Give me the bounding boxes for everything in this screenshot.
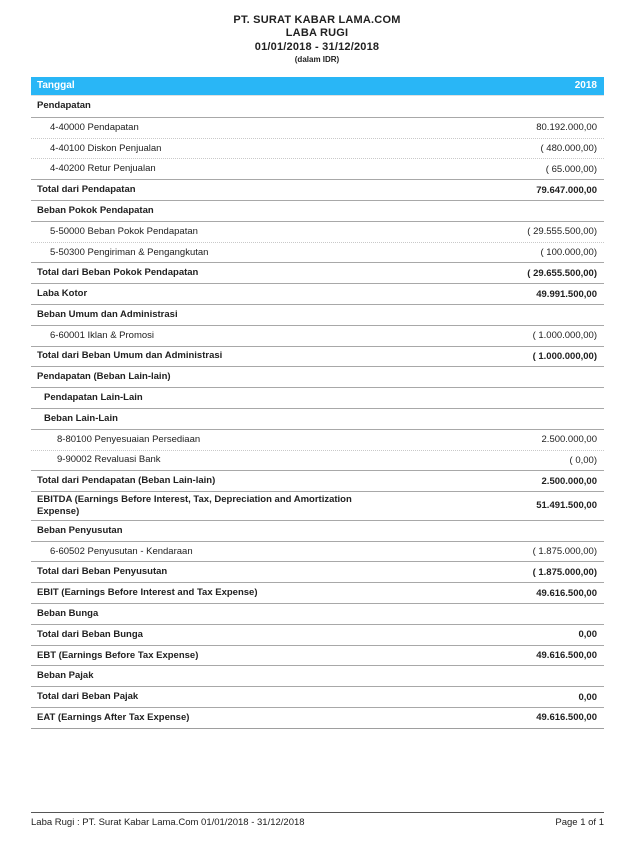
row-value: ( 29.655.500,00) (527, 267, 597, 279)
table-row (31, 158, 604, 179)
table-row (31, 221, 604, 242)
row-label: Total dari Beban Bunga (37, 628, 143, 640)
row-value: 49.616.500,00 (536, 587, 597, 599)
footer-report-info: Laba Rugi : PT. Surat Kabar Lama.Com 01/01/2018 - 31/12/2018 (31, 817, 305, 828)
row-label: Beban Bunga (37, 608, 99, 619)
table-row (31, 262, 604, 283)
table-row (31, 325, 604, 346)
row-label: 6-60502 Penyusutan - Kendaraan (50, 545, 193, 557)
column-header-tanggal: Tanggal (37, 80, 75, 92)
row-value: ( 100.000,00) (540, 246, 597, 258)
row-value: ( 1.000.000,00) (532, 350, 597, 362)
row-label: 5-50000 Beban Pokok Pendapatan (50, 225, 198, 237)
row-label: EAT (Earnings After Tax Expense) (37, 711, 190, 723)
table-row (31, 138, 604, 159)
row-value: ( 1.000.000,00) (532, 330, 597, 342)
report-table-body (31, 96, 604, 728)
table-row (31, 707, 604, 728)
report-title: LABA RUGI (285, 27, 349, 40)
row-label: Total dari Pendapatan (Beban Lain-lain) (37, 475, 216, 487)
row-label: 4-40100 Diskon Penjualan (50, 142, 162, 154)
page-footer (31, 812, 604, 828)
row-value: ( 1.875.000,00) (532, 546, 597, 558)
table-row (31, 491, 604, 520)
row-value: 80.192.000,00 (536, 122, 597, 134)
row-value: 0,00 (578, 691, 597, 703)
table-row (31, 582, 604, 603)
row-label: 8-80100 Penyesuaian Persediaan (57, 433, 201, 445)
row-value: 79.647.000,00 (536, 184, 597, 196)
table-row (31, 603, 604, 624)
row-label: Total dari Beban Umum dan Administrasi (37, 350, 223, 362)
table-row (31, 686, 604, 707)
row-label: Pendapatan (Beban Lain-lain) (37, 371, 171, 383)
currency-note: (dalam IDR) (294, 55, 340, 65)
report-period: 01/01/2018 - 31/12/2018 (254, 40, 380, 53)
table-row (31, 387, 604, 408)
row-label: EBITDA (Earnings Before Interest, Tax, Depreciation and Amortization Expense) (37, 494, 352, 517)
table-row (31, 429, 604, 450)
row-label: EBIT (Earnings Before Interest and Tax Expense) (37, 587, 258, 599)
table-row (31, 96, 604, 117)
report-header (0, 0, 634, 65)
row-value: 49.616.500,00 (536, 712, 597, 724)
row-label: 9-90002 Revaluasi Bank (57, 454, 161, 466)
row-value: ( 0,00) (569, 454, 597, 466)
row-label: 4-40200 Retur Penjualan (50, 163, 156, 175)
table-row (31, 624, 604, 645)
row-label: Laba Kotor (37, 288, 88, 300)
table-row (31, 242, 604, 263)
row-value: 49.616.500,00 (536, 650, 597, 662)
row-label: Total dari Beban Penyusutan (37, 566, 168, 578)
table-row (31, 408, 604, 429)
row-label: Total dari Beban Pajak (37, 691, 139, 703)
row-label: EBT (Earnings Before Tax Expense) (37, 649, 199, 661)
row-value: ( 1.875.000,00) (532, 566, 597, 578)
table-row (31, 541, 604, 562)
table-header-band (31, 77, 604, 96)
row-value: 2.500.000,00 (541, 434, 597, 446)
row-label: Beban Umum dan Administrasi (37, 308, 178, 320)
table-row (31, 283, 604, 304)
row-label: 5-50300 Pengiriman & Pengangkutan (50, 246, 209, 258)
table-row (31, 520, 604, 541)
table-row (31, 665, 604, 686)
table-row (31, 470, 604, 491)
row-label: Pendapatan Lain-Lain (44, 392, 143, 404)
row-value: ( 29.555.500,00) (527, 226, 597, 238)
table-row (31, 200, 604, 221)
row-label: Total dari Beban Pokok Pendapatan (37, 267, 199, 279)
table-row (31, 450, 604, 471)
row-label: Pendapatan (37, 100, 91, 112)
row-label: Beban Lain-Lain (44, 412, 118, 424)
table-row (31, 645, 604, 666)
table-row (31, 561, 604, 582)
report-table (31, 77, 604, 729)
row-value: 49.991.500,00 (536, 288, 597, 300)
company-name: PT. SURAT KABAR LAMA.COM (233, 14, 401, 26)
row-label: 4-40000 Pendapatan (50, 121, 139, 133)
row-label: 6-60001 Iklan & Promosi (50, 329, 155, 341)
row-value: 51.491.500,00 (536, 500, 597, 512)
row-label: Beban Penyusutan (37, 524, 123, 536)
table-row (31, 179, 604, 200)
row-label: Beban Pajak (37, 670, 94, 682)
row-value: 0,00 (578, 629, 597, 641)
column-header-year: 2018 (574, 80, 597, 92)
footer-page-number: Page 1 of 1 (555, 817, 604, 828)
table-row (31, 346, 604, 367)
row-value: 2.500.000,00 (541, 475, 597, 487)
row-label: Beban Pokok Pendapatan (37, 204, 154, 216)
row-value: ( 480.000,00) (540, 142, 597, 154)
row-label: Total dari Pendapatan (37, 184, 136, 196)
row-value: ( 65.000,00) (545, 163, 597, 175)
table-row (31, 117, 604, 138)
table-row (31, 304, 604, 325)
table-row (31, 366, 604, 387)
